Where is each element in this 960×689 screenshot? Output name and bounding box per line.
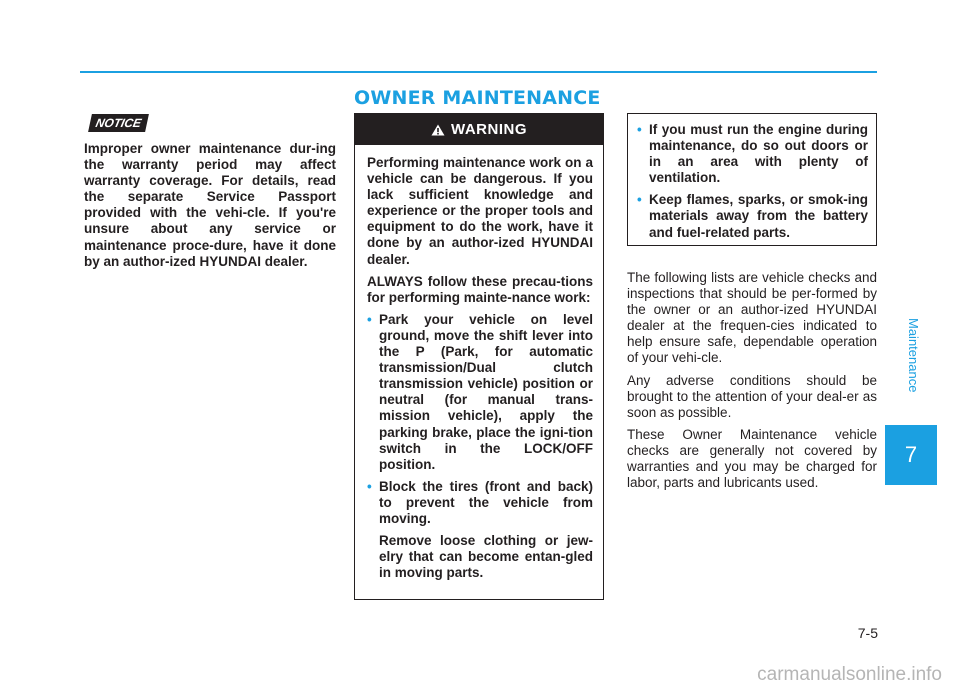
warning-header — [355, 114, 603, 145]
bullet-icon: • — [367, 311, 372, 327]
bullet-icon: • — [637, 192, 642, 208]
warning-title: WARNING — [451, 121, 527, 138]
warning-bullet — [367, 479, 593, 527]
top-rule — [80, 71, 877, 73]
bullet-icon: • — [367, 478, 372, 494]
warning-triangle-icon — [431, 124, 445, 136]
warning-paragraph: ALWAYS follow these precau-tions for performing mainte-nance work: — [367, 273, 593, 305]
caution-bullet — [637, 192, 868, 240]
body-paragraph: Any adverse conditions should be brought to the attention of your deal-er as soon as possible. — [627, 372, 877, 420]
chapter-tab: 7 — [885, 425, 937, 485]
notice-badge: NOTICE — [88, 114, 149, 132]
body-paragraph: The following lists are vehicle checks and inspections that should be per-formed by the owner or an author-ized HYUNDAI dealer at the frequen-cies indicated to help ensure safe, dependable operation of your vehi-cle. — [627, 270, 877, 366]
watermark[interactable]: carmanualsonline.info — [757, 664, 942, 685]
warning-bullet-text: Block the tires (front and back) to prevent the vehicle from moving. — [379, 478, 593, 526]
warning-trailing-text: Remove loose clothing or jew-elry that can become entan-gled in moving parts. — [379, 533, 593, 581]
notice-text: Improper owner maintenance dur-ing the warranty period may affect warranty coverage. For details, read the separate Service Passport provided with the vehi-cle. If you're unsure about any service or maintenance proce-dure, have it done by an author-ized HYUNDAI dealer. — [84, 141, 336, 269]
warning-bullet-text: Park your vehicle on level ground, move the shift lever into the P (Park, for automatic transmission/Dual clutch transmission vehicle) position or neutral (for manual trans-mission vehicle), apply the parking brake, place the igni-tion switch in the LOCK/OFF position. — [379, 311, 593, 472]
body-text — [627, 270, 877, 497]
body-paragraph: These Owner Maintenance vehicle checks are generally not covered by warranties and you may be charged for labor, parts and lubricants used. — [627, 426, 877, 491]
caution-bullet-text: If you must run the engine during maintenance, do so out doors or in an area with plenty of ventilation. — [649, 122, 868, 186]
warning-bullet — [367, 312, 593, 473]
warning-paragraph: Performing maintenance work on a vehicle can be dangerous. If you lack sufficient knowledge and experience or the proper tools and equipment to do the work, have it done by an author-ized HYUNDAI dealer. — [367, 155, 593, 267]
warning-body — [355, 145, 603, 581]
caution-bullet-text: Keep flames, sparks, or smok-ing materials away from the battery and fuel-related parts. — [649, 192, 868, 240]
section-title: OWNER MAINTENANCE — [354, 87, 601, 109]
bullet-icon: • — [637, 122, 642, 137]
warning-box — [354, 113, 604, 600]
side-tab-label: Maintenance — [906, 318, 921, 393]
page-number: 7-5 — [857, 625, 878, 641]
caution-bullet — [637, 122, 868, 186]
caution-box — [627, 113, 877, 246]
